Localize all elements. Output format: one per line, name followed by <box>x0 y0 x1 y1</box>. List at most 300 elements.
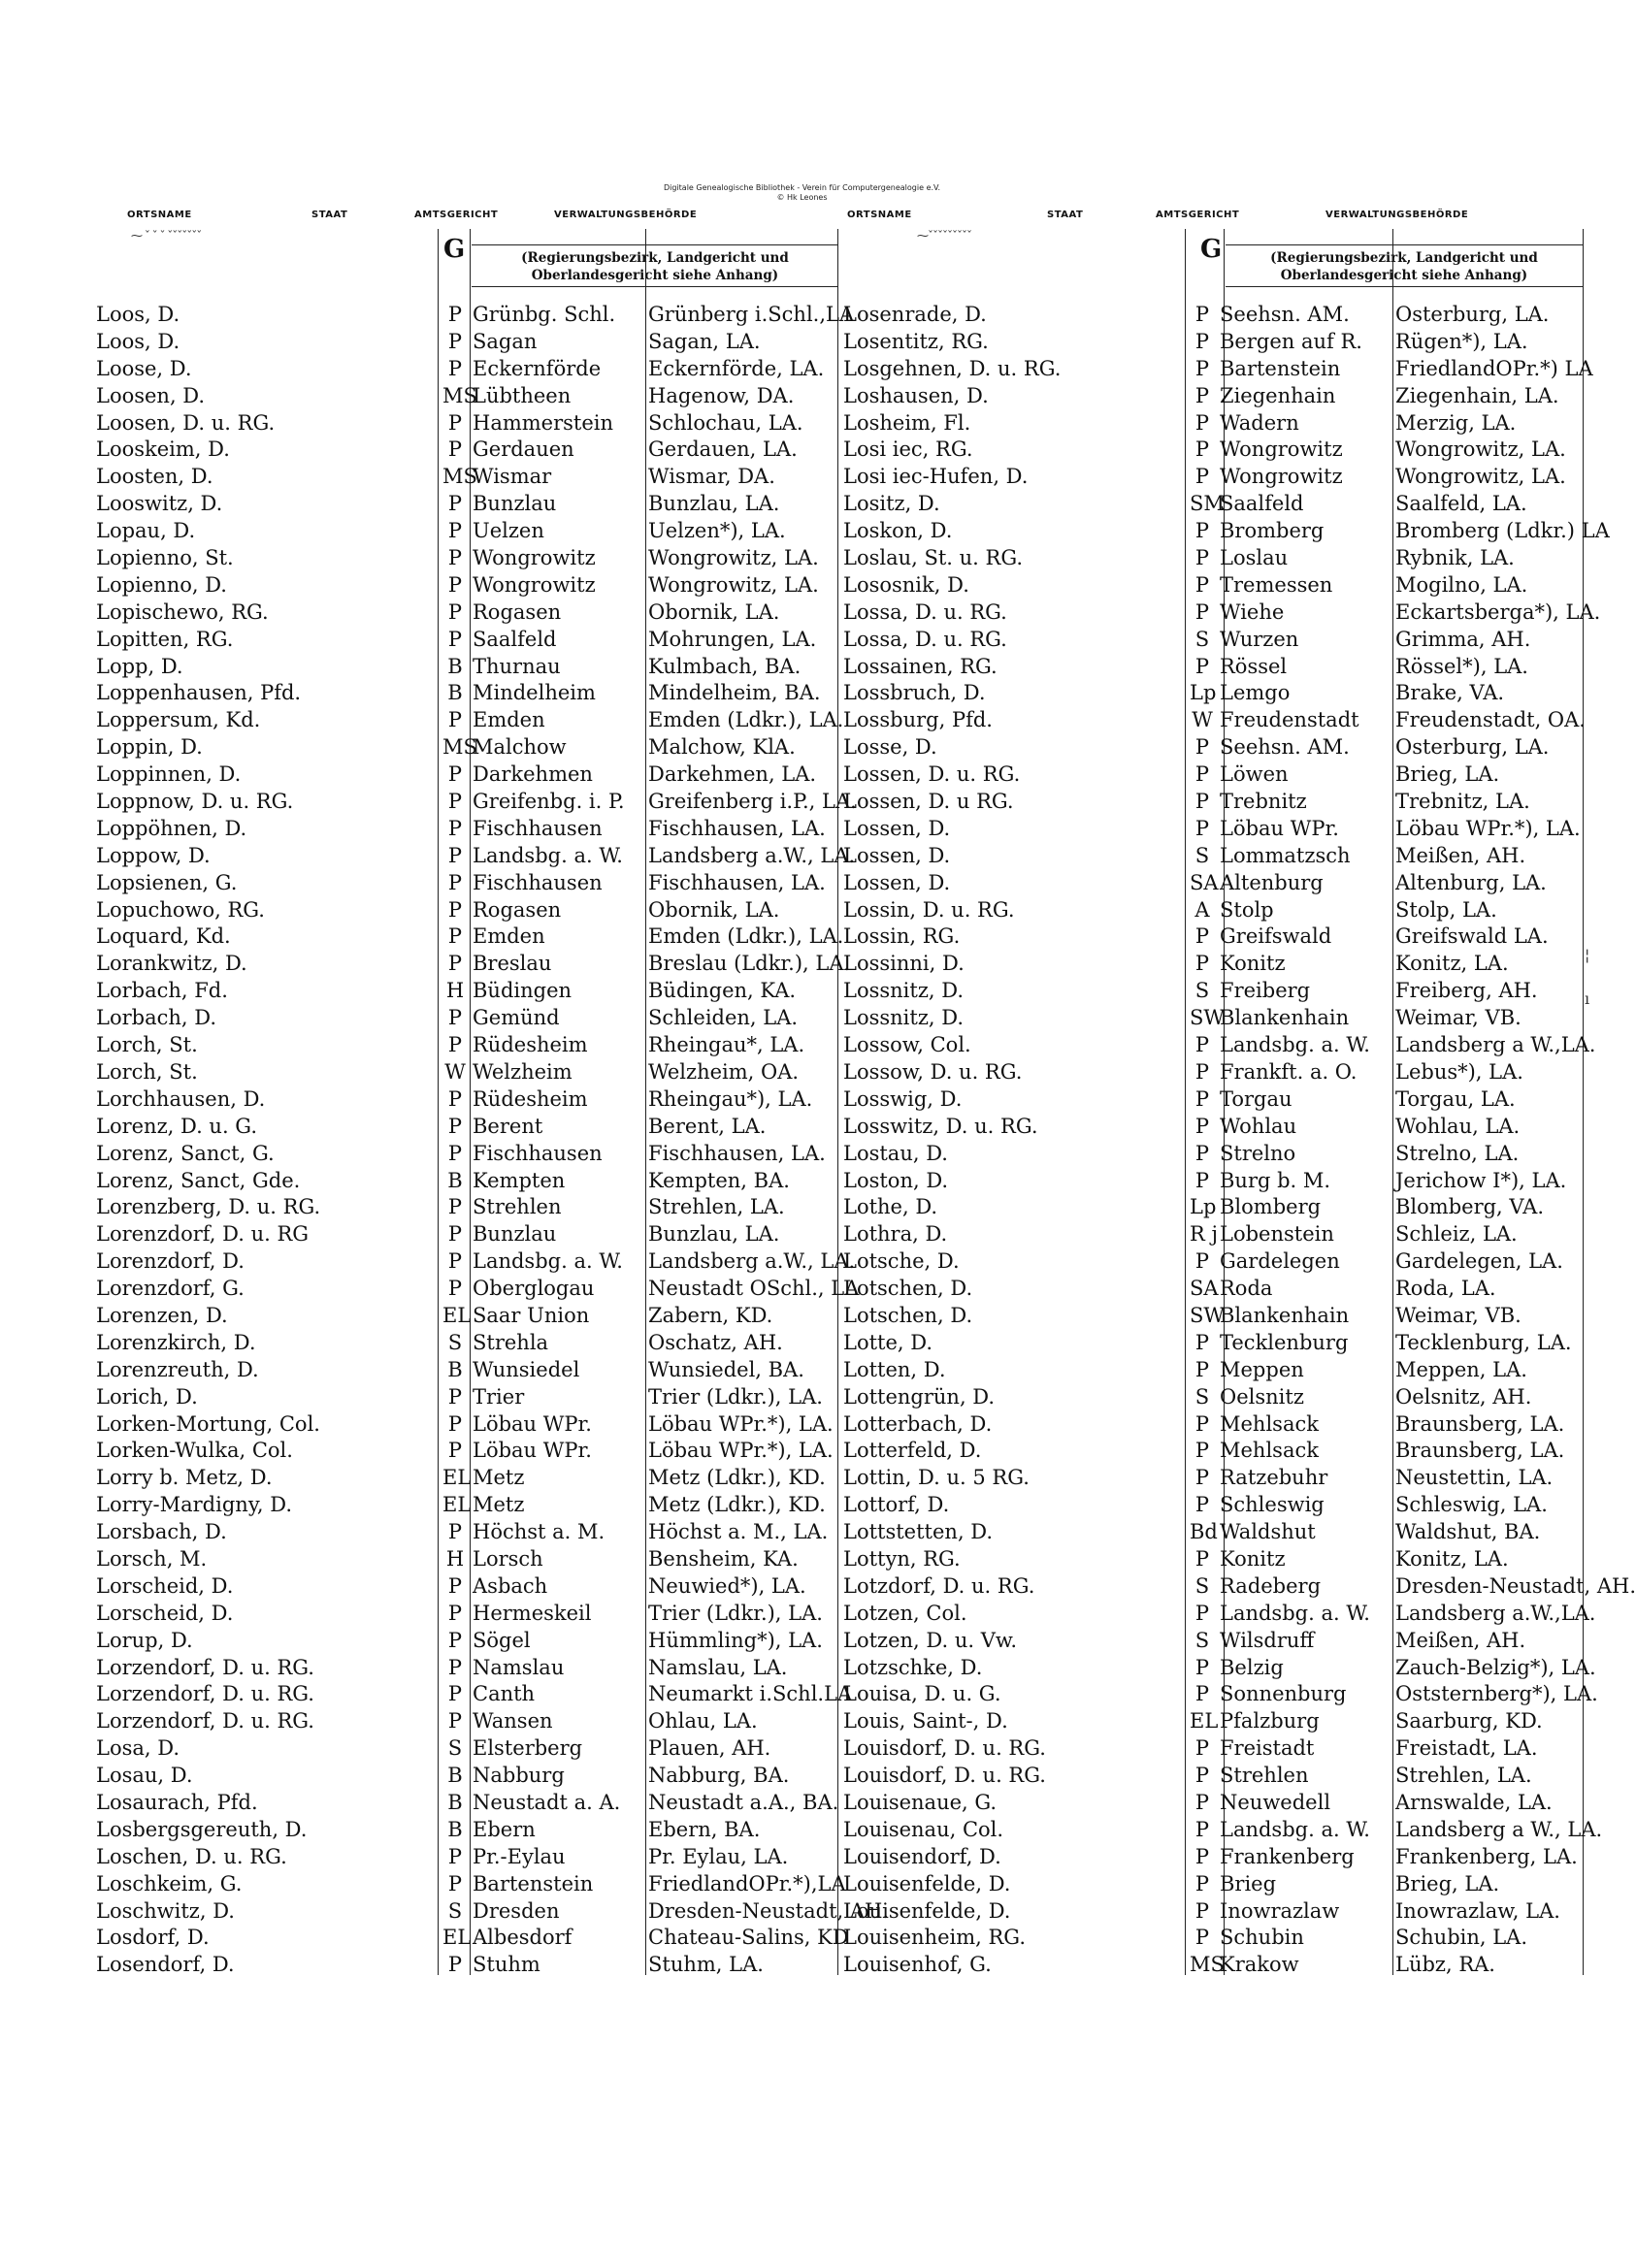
state-code: P <box>1194 762 1210 787</box>
place-name: Loosen, D. u. RG. <box>96 410 276 435</box>
place-name: Lorich, D. <box>96 1384 198 1409</box>
place-name: Loose, D. <box>96 356 192 380</box>
table-row <box>839 1167 1587 1194</box>
table-row <box>839 1031 1596 1058</box>
administration: Strelno, LA. <box>1395 1141 1520 1165</box>
state-code: P <box>1194 1601 1210 1625</box>
state-code: MS <box>1190 1953 1225 1977</box>
court: Strehla <box>473 1330 549 1354</box>
court: Loslau <box>1220 546 1289 570</box>
court: Canth <box>473 1682 536 1706</box>
state-code: P <box>1194 599 1210 624</box>
table-row <box>839 1410 1587 1438</box>
state-code: P <box>447 1655 463 1679</box>
court: Roda <box>1220 1277 1273 1301</box>
state-code: P <box>1194 1493 1210 1517</box>
table-row <box>839 733 1587 761</box>
court: Rüdesheim <box>473 1033 588 1057</box>
table-row <box>839 626 1587 653</box>
state-code: P <box>1194 790 1210 814</box>
place-name: Loslau, St. u. RG. <box>843 546 1024 570</box>
place-name: Lopischewo, RG. <box>96 599 269 624</box>
state-code: EL <box>442 1303 472 1327</box>
table-row <box>92 328 839 355</box>
table-row <box>92 1329 839 1356</box>
table-row <box>92 1113 839 1140</box>
court: Wadern <box>1220 410 1299 435</box>
court: Schubin <box>1220 1926 1304 1950</box>
court: Wansen <box>473 1709 553 1733</box>
place-name: Lossen, D. u RG. <box>843 790 1014 814</box>
table-row <box>92 1140 839 1167</box>
court: Emden <box>473 924 545 949</box>
court: Landsbg. a. W. <box>1220 1033 1370 1057</box>
place-name: Lorbach, Fd. <box>96 979 228 1003</box>
table-row <box>839 950 1587 977</box>
place-name: Lopau, D. <box>96 519 196 543</box>
place-name: Lorchhausen, D. <box>96 1086 266 1111</box>
table-row <box>92 1167 839 1194</box>
administration: Braunsberg, LA. <box>1395 1411 1565 1436</box>
court: Hammerstein <box>473 410 614 435</box>
court: Lobenstein <box>1220 1222 1334 1247</box>
court: Landsbg. a. W. <box>1220 1601 1370 1625</box>
administration: Wunsiedel, BA. <box>648 1357 804 1381</box>
authority-note-line2: Oberlandesgericht siehe Anhang) <box>531 268 779 283</box>
place-name: Lossow, D. u. RG. <box>843 1059 1023 1084</box>
administration: Torgau, LA. <box>1395 1086 1516 1111</box>
state-code: P <box>447 1006 463 1030</box>
administration: Saalfeld, LA. <box>1395 492 1527 516</box>
court: Löbau WPr. <box>473 1439 592 1463</box>
table-row <box>92 733 839 761</box>
administration: Zabern, KD. <box>648 1303 773 1327</box>
court: Saalfeld <box>1220 492 1304 516</box>
administration: Rössel*), LA. <box>1395 654 1528 678</box>
table-row <box>92 382 839 409</box>
court: Seehsn. AM. <box>1220 735 1350 760</box>
administration: Mogilno, LA. <box>1395 572 1528 597</box>
table-row <box>92 1627 839 1654</box>
table-row <box>839 1220 1587 1247</box>
place-name: Lotterfeld, D. <box>843 1439 982 1463</box>
administration: Chateau-Salins, KD <box>648 1926 849 1950</box>
state-code: P <box>447 303 463 326</box>
state-code: P <box>447 790 463 814</box>
place-name: Lorzendorf, D. u. RG. <box>96 1709 314 1733</box>
state-code: P <box>1194 1844 1210 1868</box>
table-row <box>839 1897 1587 1925</box>
state-code: P <box>1194 1114 1210 1138</box>
court: Freistadt <box>1220 1736 1315 1761</box>
table-row <box>92 815 839 842</box>
state-code: S <box>1194 1628 1210 1652</box>
state-code: H <box>445 979 465 1003</box>
table-row <box>92 977 839 1004</box>
table-row <box>839 1951 1587 1978</box>
court: Konitz <box>1220 1546 1286 1571</box>
court: Gemünd <box>473 1006 560 1030</box>
administration: Schleiz, LA. <box>1395 1222 1518 1247</box>
table-row <box>839 382 1587 409</box>
court: Tecklenburg <box>1220 1330 1349 1354</box>
administration: Eckartsberga*), LA. <box>1395 599 1601 624</box>
table-row <box>92 1762 839 1789</box>
table-row <box>839 1058 1587 1085</box>
court: Ratzebuhr <box>1220 1466 1328 1490</box>
table-row <box>839 1762 1587 1789</box>
state-code: P <box>447 410 463 435</box>
place-name: Loppnow, D. u. RG. <box>96 790 294 814</box>
table-row <box>839 1843 1587 1870</box>
table-row <box>92 842 856 869</box>
court: Seehsn. AM. <box>1220 303 1350 326</box>
table-row <box>92 1464 839 1491</box>
administration: Freudenstadt, OA. <box>1395 708 1586 732</box>
table-row <box>839 1789 1587 1816</box>
table-row <box>839 1924 1587 1951</box>
authority-note-left <box>472 244 838 287</box>
administration: Malchow, KlA. <box>648 735 796 760</box>
administration: Wohlau, LA. <box>1395 1114 1521 1138</box>
administration: Ebern, BA. <box>648 1817 761 1841</box>
state-code: P <box>1194 572 1210 597</box>
place-name: Lorken-Mortung, Col. <box>96 1411 320 1436</box>
administration: Freistadt, LA. <box>1395 1736 1538 1761</box>
state-code: P <box>447 1086 463 1111</box>
court: Lübtheen <box>473 383 572 407</box>
administration: Brieg, LA. <box>1395 762 1500 787</box>
place-name: Lorry-Mardigny, D. <box>96 1493 293 1517</box>
table-row <box>92 409 839 437</box>
court: Darkehmen <box>473 762 593 787</box>
administration: FriedlandOPr.*),LA <box>648 1871 846 1895</box>
place-name: Losenrade, D. <box>843 303 987 326</box>
table-row <box>839 1356 1587 1383</box>
table-row <box>839 1707 1587 1734</box>
administration: Inowrazlaw, LA. <box>1395 1898 1560 1923</box>
place-name: Loskon, D. <box>843 519 953 543</box>
court: Mindelheim <box>473 681 596 705</box>
state-code: EL <box>1190 1709 1219 1733</box>
state-code: P <box>447 1573 463 1598</box>
administration: Schubin, LA. <box>1395 1926 1528 1950</box>
place-name: Loosen, D. <box>96 383 206 407</box>
administration: Landsberg a.W.,LA. <box>1395 1601 1596 1625</box>
place-name: Losswig, D. <box>843 1086 963 1111</box>
court: Mehlsack <box>1220 1411 1319 1436</box>
administration: Schlochau, LA. <box>648 410 803 435</box>
state-code: P <box>1194 546 1210 570</box>
administration: Neuwied*), LA. <box>648 1573 806 1598</box>
court: Sagan <box>473 329 538 353</box>
place-name: Lossainen, RG. <box>843 654 998 678</box>
state-code: P <box>447 1844 463 1868</box>
table-row <box>92 599 839 626</box>
table-row <box>839 571 1587 599</box>
administration: Rügen*), LA. <box>1395 329 1528 353</box>
place-name: Lorbach, D. <box>96 1006 216 1030</box>
administration: Brake, VA. <box>1395 681 1505 705</box>
place-name: Lossburg, Pfd. <box>843 708 993 732</box>
court: Trebnitz <box>1220 790 1307 814</box>
place-name: Lorsbach, D. <box>96 1520 227 1544</box>
table-row <box>839 1437 1587 1464</box>
administration: Neumarkt i.Schl.LA <box>648 1682 853 1706</box>
header-amtsgericht-right: AMTSGERICHT <box>1156 210 1240 220</box>
table-row <box>92 1302 839 1329</box>
state-code: P <box>1194 1086 1210 1111</box>
state-code: A <box>1194 897 1210 922</box>
table-row <box>92 653 839 680</box>
court: Rössel <box>1220 654 1288 678</box>
administration: Tecklenburg, LA. <box>1395 1330 1572 1354</box>
state-code: P <box>447 1277 463 1301</box>
table-row <box>839 1464 1587 1491</box>
credit-text: Digitale Genealogische Bibliothek - Verein für Computergenealogie e.V. <box>663 183 941 192</box>
state-code: P <box>1194 437 1210 462</box>
state-code: P <box>1194 924 1210 949</box>
administration: Meißen, AH. <box>1395 843 1526 867</box>
place-name: Losdorf, D. <box>96 1926 210 1950</box>
state-code: EL <box>442 1466 472 1490</box>
administration: Schleswig, LA. <box>1395 1493 1548 1517</box>
credit-line <box>0 183 1604 203</box>
administration: Wongrowitz, LA. <box>648 572 819 597</box>
state-code: P <box>1194 1033 1210 1057</box>
table-row <box>839 409 1587 437</box>
place-name: Lorenz, Sanct, Gde. <box>96 1168 301 1192</box>
state-code: P <box>447 870 463 894</box>
place-name: Lorzendorf, D. u. RG. <box>96 1682 314 1706</box>
administration: Meißen, AH. <box>1395 1628 1526 1652</box>
table-row <box>839 1275 1587 1302</box>
administration: Fischhausen, LA. <box>648 816 826 840</box>
place-name: Lotzdorf, D. u. RG. <box>843 1573 1035 1598</box>
header-verwaltung-right: VERWALTUNGSBEHÖRDE <box>1325 210 1469 220</box>
state-code: S <box>1194 1573 1210 1598</box>
place-name: Lossbruch, D. <box>843 681 986 705</box>
state-code: P <box>1194 303 1210 326</box>
court: Wongrowitz <box>473 546 596 570</box>
place-name: Lotsche, D. <box>843 1249 960 1274</box>
authority-note-line1: (Regierungsbezirk, Landgericht und <box>521 250 789 266</box>
place-name: Lottstetten, D. <box>843 1520 994 1544</box>
place-name: Lorenz, D. u. G. <box>96 1114 258 1138</box>
administration: Rheingau*), LA. <box>648 1086 813 1111</box>
administration: Roda, LA. <box>1395 1277 1496 1301</box>
table-row <box>92 571 839 599</box>
table-row <box>839 1193 1587 1220</box>
administration: Neustettin, LA. <box>1395 1466 1554 1490</box>
court: Waldshut <box>1220 1520 1316 1544</box>
state-code: P <box>447 952 463 976</box>
state-code: S <box>447 1330 463 1354</box>
table-row <box>92 761 839 788</box>
place-name: Louisenheim, RG. <box>843 1926 1027 1950</box>
place-name: Losa, D. <box>96 1736 180 1761</box>
court: Wohlau <box>1220 1114 1297 1138</box>
table-row <box>92 1654 839 1681</box>
court: Gerdauen <box>473 437 574 462</box>
administration: Löbau WPr.*), LA. <box>648 1411 834 1436</box>
place-name: Lossen, D. u. RG. <box>843 762 1021 787</box>
table-row <box>92 1058 839 1085</box>
court: Thurnau <box>473 654 561 678</box>
administration: Grimma, AH. <box>1395 627 1531 651</box>
place-name: Lorenzberg, D. u. RG. <box>96 1195 321 1219</box>
court: Greifenbg. i. P. <box>473 790 625 814</box>
court: Saalfeld <box>473 627 557 651</box>
table-row <box>92 1518 839 1545</box>
administration: Emden (Ldkr.), LA. <box>648 924 844 949</box>
table-row <box>92 679 839 706</box>
state-code: B <box>447 681 463 705</box>
administration: Landsberg a.W., LA. <box>648 843 856 867</box>
place-name: Losbergsgereuth, D. <box>96 1817 308 1841</box>
state-code: S <box>1194 627 1210 651</box>
state-code: B <box>447 1168 463 1192</box>
state-code: R j <box>1190 1222 1218 1247</box>
court: Rogasen <box>473 897 562 922</box>
administration: Braunsberg, LA. <box>1395 1439 1565 1463</box>
state-code: P <box>447 1682 463 1706</box>
table-row <box>92 1951 839 1978</box>
court: Wunsiedel <box>473 1357 580 1381</box>
administration: Konitz, LA. <box>1395 1546 1509 1571</box>
court: Fischhausen <box>473 1141 603 1165</box>
court: Pfalzburg <box>1220 1709 1320 1733</box>
state-code: P <box>1194 1790 1210 1814</box>
place-name: Louisendorf, D. <box>843 1844 1001 1868</box>
court: Strehlen <box>473 1195 562 1219</box>
place-name: Lottorf, D. <box>843 1493 950 1517</box>
place-name: Lorsch, M. <box>96 1546 208 1571</box>
state-code: SM <box>1190 492 1225 516</box>
state-code: P <box>1194 1764 1210 1788</box>
state-code: P <box>1194 1059 1210 1084</box>
administration: Gardelegen, LA. <box>1395 1249 1563 1274</box>
court: Wongrowitz <box>1220 465 1343 489</box>
administration: Trier (Ldkr.), LA. <box>648 1384 823 1409</box>
table-row <box>92 950 851 977</box>
court: Breslau <box>473 952 552 976</box>
court: Löbau WPr. <box>473 1411 592 1436</box>
table-row <box>92 1031 839 1058</box>
place-name: Lotten, D. <box>843 1357 946 1381</box>
table-row <box>839 1491 1587 1518</box>
state-code: P <box>1194 519 1210 543</box>
table-row <box>92 1924 849 1951</box>
court: Mehlsack <box>1220 1439 1319 1463</box>
court: Bartenstein <box>1220 356 1341 380</box>
state-code: P <box>447 843 463 867</box>
state-code: H <box>445 1546 465 1571</box>
table-row <box>92 1870 846 1897</box>
place-name: Lothe, D. <box>843 1195 938 1219</box>
administration: Altenburg, LA. <box>1395 870 1547 894</box>
state-code: P <box>447 1114 463 1138</box>
place-name: Lossin, RG. <box>843 924 961 949</box>
state-code: S <box>447 1736 463 1761</box>
court: Tremessen <box>1220 572 1333 597</box>
court: Dresden <box>473 1898 560 1923</box>
place-name: Lorry b. Metz, D. <box>96 1466 273 1490</box>
court: Höchst a. M. <box>473 1520 605 1544</box>
administration: Darkehmen, LA. <box>648 762 817 787</box>
state-code: P <box>447 1222 463 1247</box>
court: Kempten <box>473 1168 566 1192</box>
state-code: B <box>447 654 463 678</box>
court: Berent <box>473 1114 543 1138</box>
place-name: Lotzen, D. u. Vw. <box>843 1628 1018 1652</box>
table-row <box>92 1383 839 1410</box>
state-code: W <box>1192 708 1213 732</box>
state-code: P <box>1194 1330 1210 1354</box>
state-code: SA <box>1190 1277 1219 1301</box>
place-name: Lossen, D. <box>843 843 951 867</box>
place-name: Louisenau, Col. <box>843 1817 1004 1841</box>
state-code: P <box>447 599 463 624</box>
administration: Bromberg (Ldkr.) LA <box>1395 519 1610 543</box>
state-code: B <box>447 1817 463 1841</box>
court: Strelno <box>1220 1141 1296 1165</box>
court: Oelsnitz <box>1220 1384 1304 1409</box>
table-row <box>92 463 839 490</box>
state-code: MS <box>442 735 477 760</box>
state-code: P <box>1194 1817 1210 1841</box>
table-row <box>92 1572 839 1600</box>
court: Bunzlau <box>473 492 557 516</box>
table-row <box>839 1600 1596 1627</box>
state-code: P <box>447 329 463 353</box>
state-code: P <box>447 897 463 922</box>
authority-note-line2-right: Oberlandesgericht siehe Anhang) <box>1280 268 1528 283</box>
state-code: P <box>1194 410 1210 435</box>
place-name: Lottengrün, D. <box>843 1384 996 1409</box>
administration: Greifswald LA. <box>1395 924 1549 949</box>
court: Fischhausen <box>473 816 603 840</box>
administration: Kulmbach, BA. <box>648 654 802 678</box>
administration: Saarburg, KD. <box>1395 1709 1543 1733</box>
right-rows <box>839 301 1636 1978</box>
table-row <box>839 1680 1598 1707</box>
state-code: P <box>447 816 463 840</box>
table-row <box>839 1572 1636 1600</box>
table-row <box>92 1220 839 1247</box>
state-code: SA <box>1190 870 1219 894</box>
place-name: Lorup, D. <box>96 1628 193 1652</box>
administration: Wongrowitz, LA. <box>1395 465 1566 489</box>
court: Nabburg <box>473 1764 565 1788</box>
state-code: P <box>447 924 463 949</box>
table-row <box>839 1383 1587 1410</box>
state-code: P <box>1194 1168 1210 1192</box>
place-name: Lorzendorf, D. u. RG. <box>96 1655 314 1679</box>
table-row <box>839 1113 1587 1140</box>
place-name: Loppöhnen, D. <box>96 816 247 840</box>
place-name: Loppenhausen, Pfd. <box>96 681 302 705</box>
place-name: Lottyn, RG. <box>843 1546 961 1571</box>
court: Metz <box>473 1466 525 1490</box>
administration: Kempten, BA. <box>648 1168 790 1192</box>
state-code: B <box>447 1357 463 1381</box>
place-name: Louisenaue, G. <box>843 1790 998 1814</box>
administration: Rheingau*, LA. <box>648 1033 805 1057</box>
scan-mark: ı <box>1585 989 1590 1008</box>
administration: Oschatz, AH. <box>648 1330 783 1354</box>
table-row <box>839 1545 1587 1572</box>
